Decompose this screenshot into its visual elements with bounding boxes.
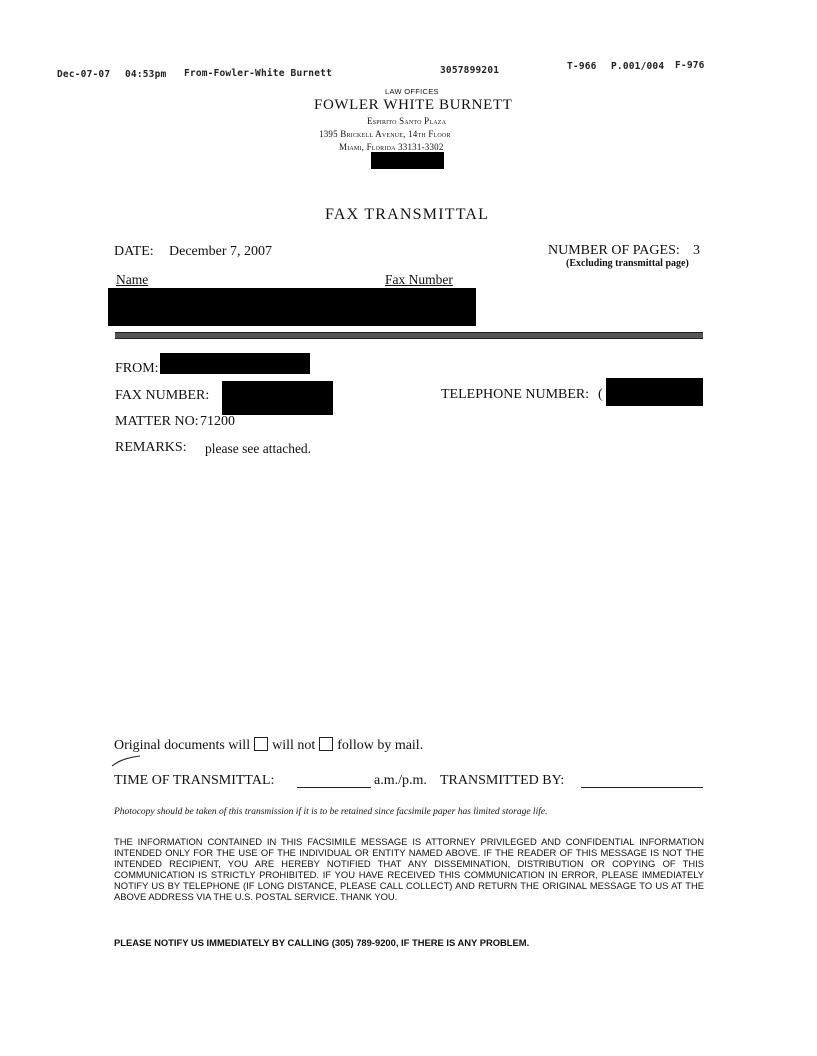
fax-number-column-label: Fax Number [385,272,453,287]
originals-line [114,737,423,754]
remarks-value: please see attached. [205,441,312,456]
from-redaction [160,353,310,374]
fax-header-page: P.001/004 [611,61,665,72]
originals-suffix: follow by mail. [337,738,424,753]
originals-middle: will not [272,738,316,753]
photocopy-note: Photocopy should be taken of this transmission if it is to be retained since facsimile paper has limited storage life. [114,807,548,817]
transmitted-by-label: TRANSMITTED BY: [440,773,565,788]
remarks-label: REMARKS: [115,440,187,455]
fax-number-label: FAX NUMBER: [115,388,210,403]
pages-note: (Excluding transmittal page) [566,258,689,269]
from-label: FROM: [115,361,159,376]
fax-transmittal-title: FAX TRANSMITTAL [325,206,490,223]
fax-header-date: Dec-07-07 [57,69,111,80]
fax-header-fcode: F-976 [675,60,705,71]
telephone-label: TELEPHONE NUMBER: [441,387,590,402]
fax-header-time: 04:53pm [125,69,167,80]
separator-rule [115,332,703,339]
matter-label: MATTER NO: [115,414,199,429]
address-plaza: Espirito Santo Plaza [367,116,447,126]
telephone-redaction [606,378,703,406]
matter-value: 71200 [200,414,235,429]
fax-header-phone: 3057899201 [440,65,500,76]
firm-name: FOWLER WHITE BURNETT [314,97,513,113]
date-value: December 7, 2007 [169,244,273,259]
notify-line: PLEASE NOTIFY US IMMEDIATELY BY CALLING (305) 789-9200, IF THERE IS ANY PROBLEM. [114,937,530,948]
will-not-follow-checkbox[interactable] [319,737,333,751]
time-of-transmittal-label: TIME OF TRANSMITTAL: [114,773,275,788]
confidentiality-disclaimer: THE INFORMATION CONTAINED IN THIS FACSIMILE MESSAGE IS ATTORNEY PRIVILEGED AND CONFIDENTIAL INFORMATION INTENDED ONLY FOR THE USE OF THE INDIVIDUAL OR ENTITY NAMED ABOVE. IF THE READER OF THIS MESSAGE IS NOT THE INTENDED RECIPIENT, YOU ARE HEREBY NOTIFIED THAT ANY DISSEMINATION, DISTRIBUTION OR COPYING OF THIS COMMUNICATION IS STRICTLY PROHIBITED. IF YOU HAVE RECEIVED THIS COMMUNICATION IN ERROR, PLEASE IMMEDIATELY NOTIFY US BY TELEPHONE (IF LONG DISTANCE, PLEASE CALL COLLECT) AND RETURN THE ORIGINAL MESSAGE TO US AT THE ABOVE ADDRESS VIA THE U.S. POSTAL SERVICE. THANK YOU. [114,836,704,902]
recipient-redaction [108,288,476,326]
telephone-partial: ( [598,387,603,402]
address-street: 1395 Brickell Avenue, 14th Floor [319,129,451,139]
transmitted-by-blank-field[interactable] [581,775,703,793]
pages-label: NUMBER OF PAGES: [548,243,680,258]
name-column-label: Name [116,272,149,287]
pen-mark-icon [110,752,144,768]
law-offices-label: LAW OFFICES [385,87,439,96]
fax-header-from: From-Fowler-White Burnett [184,68,332,79]
time-blank-field[interactable] [297,775,371,793]
fax-header-tcode: T-966 [567,61,597,72]
date-label: DATE: [114,244,154,259]
originals-prefix: Original documents will [114,738,251,753]
fax-number-redaction [222,381,333,415]
redaction-bar [371,152,444,169]
ampm-label: a.m./p.m. [374,773,427,788]
address-city: Miami, Florida 33131-3302 [339,142,444,152]
pages-value: 3 [693,243,700,258]
will-follow-checkbox[interactable] [254,737,268,751]
